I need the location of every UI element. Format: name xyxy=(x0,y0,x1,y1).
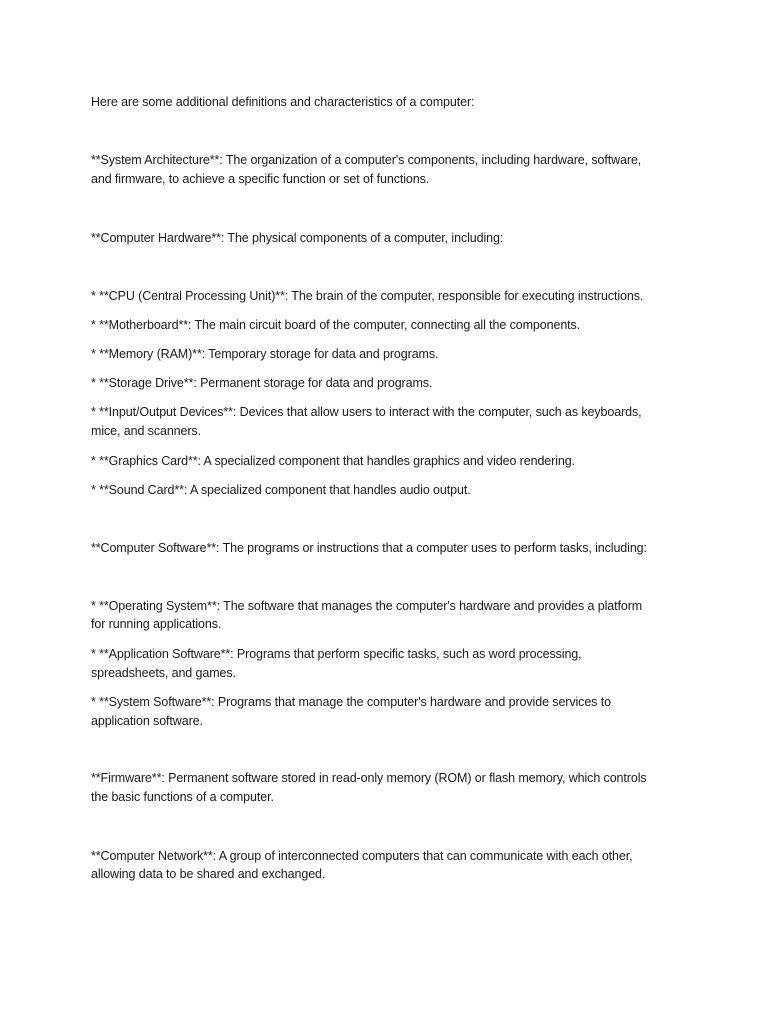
hardware-item-io-line-2: mice, and scanners. xyxy=(91,424,201,438)
hardware-item-memory: * **Memory (RAM)**: Temporary storage for data and programs. xyxy=(91,347,439,361)
hardware-item-motherboard: * **Motherboard**: The main circuit board of the computer, connecting all the components. xyxy=(91,318,581,332)
system-architecture-line-2: and firmware, to achieve a specific function or set of functions. xyxy=(91,172,430,186)
hardware-item-storage: * **Storage Drive**: Permanent storage for data and programs. xyxy=(91,376,433,390)
intro-text: Here are some additional definitions and characteristics of a computer: xyxy=(91,95,475,109)
hardware-item-cpu: * **CPU (Central Processing Unit)**: The brain of the computer, responsible for executing instructions. xyxy=(91,289,644,303)
computer-network-line-1: **Computer Network**: A group of interconnected computers that can communicate with each other, xyxy=(91,849,633,863)
system-architecture-line-1: **System Architecture**: The organization of a computer's components, including hardware, software, xyxy=(91,153,642,167)
firmware-line-1: **Firmware**: Permanent software stored in read-only memory (ROM) or flash memory, which controls xyxy=(91,771,647,785)
software-item-os-line-2: for running applications. xyxy=(91,617,222,631)
software-item-system-line-1: * **System Software**: Programs that manage the computer's hardware and provide services to xyxy=(91,695,611,709)
hardware-item-io-line-1: * **Input/Output Devices**: Devices that allow users to interact with the computer, such as keyboards, xyxy=(91,405,642,419)
software-item-application-line-1: * **Application Software**: Programs that perform specific tasks, such as word processing, xyxy=(91,647,582,661)
hardware-item-graphics: * **Graphics Card**: A specialized component that handles graphics and video rendering. xyxy=(91,454,575,468)
computer-network-line-2: allowing data to be shared and exchanged. xyxy=(91,867,326,881)
computer-hardware-heading: **Computer Hardware**: The physical components of a computer, including: xyxy=(91,231,504,245)
software-item-system-line-2: application software. xyxy=(91,714,203,728)
firmware-line-2: the basic functions of a computer. xyxy=(91,790,274,804)
software-item-os-line-1: * **Operating System**: The software that manages the computer's hardware and provides a platform xyxy=(91,599,643,613)
software-item-application-line-2: spreadsheets, and games. xyxy=(91,666,236,680)
hardware-item-sound: * **Sound Card**: A specialized component that handles audio output. xyxy=(91,483,471,497)
computer-software-heading: **Computer Software**: The programs or instructions that a computer uses to perform tasks, including: xyxy=(91,541,647,555)
